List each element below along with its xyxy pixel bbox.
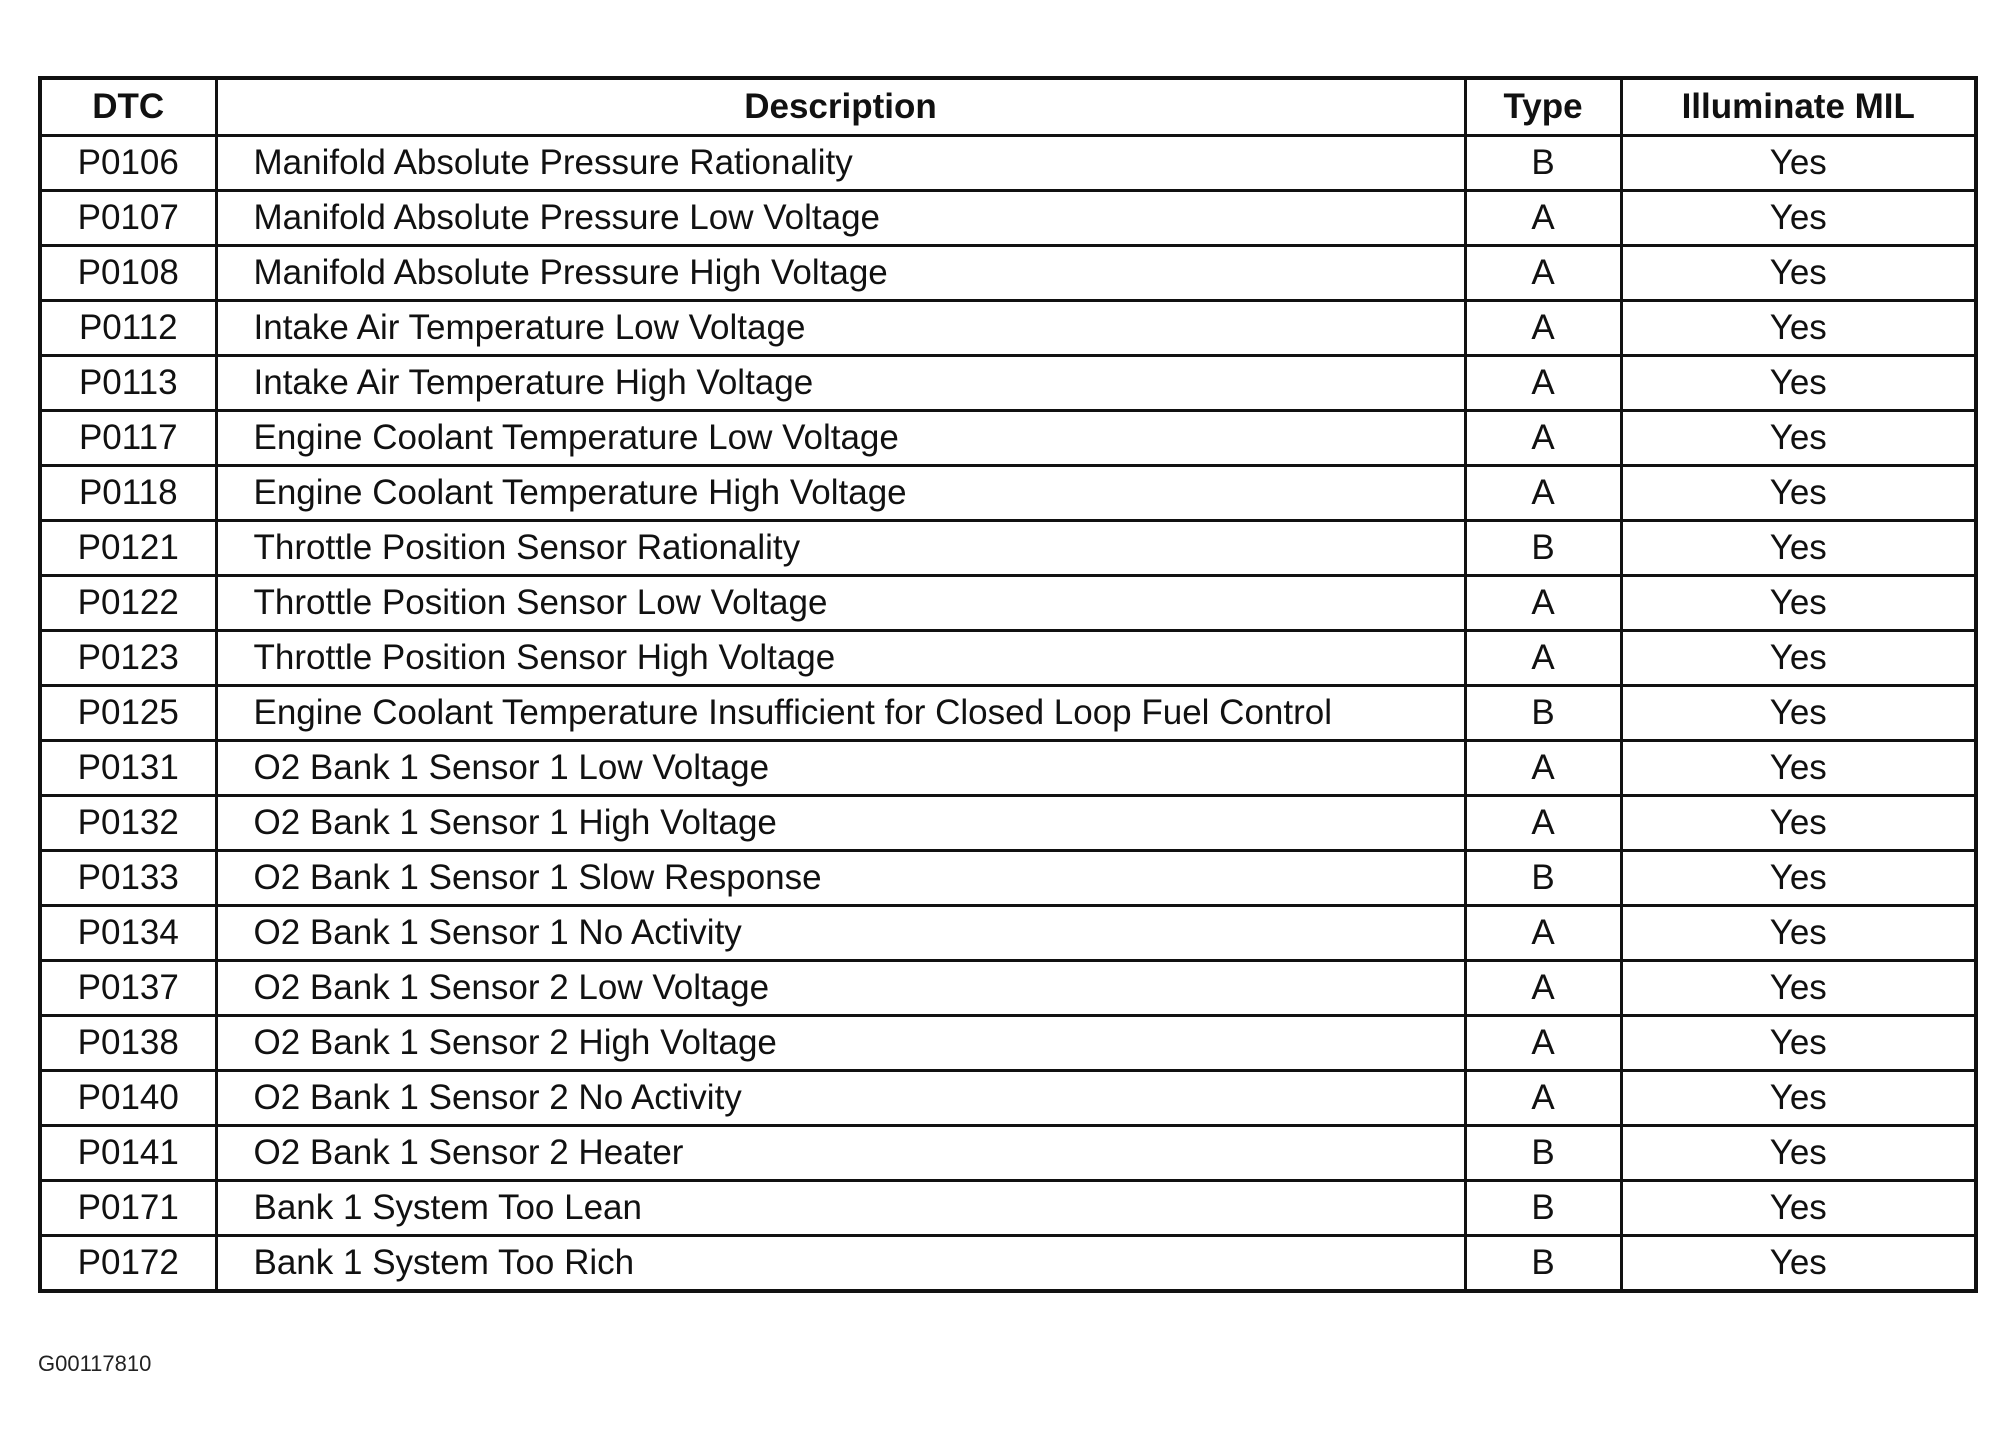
- cell-description: O2 Bank 1 Sensor 2 Low Voltage: [216, 961, 1465, 1016]
- cell-description: Engine Coolant Temperature Insufficient for Closed Loop Fuel Control: [216, 686, 1465, 741]
- cell-illuminate-mil: Yes: [1621, 1016, 1976, 1071]
- cell-illuminate-mil: Yes: [1621, 686, 1976, 741]
- cell-illuminate-mil: Yes: [1621, 191, 1976, 246]
- cell-description: Bank 1 System Too Lean: [216, 1181, 1465, 1236]
- cell-dtc: P0121: [40, 521, 216, 576]
- cell-description: Manifold Absolute Pressure Low Voltage: [216, 191, 1465, 246]
- table-row: [40, 851, 1976, 906]
- cell-illuminate-mil: Yes: [1621, 246, 1976, 301]
- cell-illuminate-mil: Yes: [1621, 466, 1976, 521]
- header-row: [40, 78, 1976, 136]
- cell-illuminate-mil: Yes: [1621, 1071, 1976, 1126]
- cell-type: A: [1465, 576, 1621, 631]
- cell-type: A: [1465, 961, 1621, 1016]
- figure-id: G00117810: [38, 1351, 152, 1376]
- table-row: [40, 136, 1976, 191]
- cell-illuminate-mil: Yes: [1621, 576, 1976, 631]
- table-row: [40, 1181, 1976, 1236]
- table-row: [40, 576, 1976, 631]
- cell-illuminate-mil: Yes: [1621, 411, 1976, 466]
- cell-dtc: P0132: [40, 796, 216, 851]
- cell-type: A: [1465, 411, 1621, 466]
- cell-description: Engine Coolant Temperature Low Voltage: [216, 411, 1465, 466]
- table-row: [40, 1126, 1976, 1181]
- cell-illuminate-mil: Yes: [1621, 741, 1976, 796]
- cell-type: A: [1465, 631, 1621, 686]
- table-row: [40, 246, 1976, 301]
- cell-illuminate-mil: Yes: [1621, 961, 1976, 1016]
- cell-type: A: [1465, 356, 1621, 411]
- cell-type: A: [1465, 796, 1621, 851]
- cell-description: O2 Bank 1 Sensor 1 Slow Response: [216, 851, 1465, 906]
- table-row: [40, 466, 1976, 521]
- cell-dtc: P0122: [40, 576, 216, 631]
- cell-illuminate-mil: Yes: [1621, 301, 1976, 356]
- cell-illuminate-mil: Yes: [1621, 356, 1976, 411]
- cell-illuminate-mil: Yes: [1621, 1181, 1976, 1236]
- cell-type: B: [1465, 1126, 1621, 1181]
- cell-dtc: P0123: [40, 631, 216, 686]
- table-row: [40, 191, 1976, 246]
- cell-illuminate-mil: Yes: [1621, 906, 1976, 961]
- cell-type: A: [1465, 1071, 1621, 1126]
- cell-type: A: [1465, 1016, 1621, 1071]
- table-row: [40, 961, 1976, 1016]
- cell-description: O2 Bank 1 Sensor 1 High Voltage: [216, 796, 1465, 851]
- cell-dtc: P0118: [40, 466, 216, 521]
- table-row: [40, 631, 1976, 686]
- cell-type: A: [1465, 191, 1621, 246]
- cell-description: Bank 1 System Too Rich: [216, 1236, 1465, 1292]
- cell-dtc: P0125: [40, 686, 216, 741]
- table-row: [40, 301, 1976, 356]
- cell-dtc: P0138: [40, 1016, 216, 1071]
- cell-description: Manifold Absolute Pressure High Voltage: [216, 246, 1465, 301]
- cell-illuminate-mil: Yes: [1621, 631, 1976, 686]
- cell-description: O2 Bank 1 Sensor 2 Heater: [216, 1126, 1465, 1181]
- cell-illuminate-mil: Yes: [1621, 136, 1976, 191]
- cell-description: Throttle Position Sensor High Voltage: [216, 631, 1465, 686]
- cell-description: O2 Bank 1 Sensor 1 Low Voltage: [216, 741, 1465, 796]
- cell-dtc: P0141: [40, 1126, 216, 1181]
- cell-type: A: [1465, 301, 1621, 356]
- header-description: Description: [216, 78, 1465, 136]
- cell-description: Intake Air Temperature High Voltage: [216, 356, 1465, 411]
- dtc-table: [38, 76, 1978, 1293]
- cell-type: A: [1465, 246, 1621, 301]
- cell-type: A: [1465, 906, 1621, 961]
- table-row: [40, 686, 1976, 741]
- cell-dtc: P0172: [40, 1236, 216, 1292]
- table-row: [40, 521, 1976, 576]
- cell-illuminate-mil: Yes: [1621, 521, 1976, 576]
- cell-description: Engine Coolant Temperature High Voltage: [216, 466, 1465, 521]
- cell-description: Throttle Position Sensor Rationality: [216, 521, 1465, 576]
- cell-type: A: [1465, 741, 1621, 796]
- cell-dtc: P0134: [40, 906, 216, 961]
- header-illuminate-mil: Illuminate MIL: [1621, 78, 1976, 136]
- cell-dtc: P0113: [40, 356, 216, 411]
- cell-type: B: [1465, 1181, 1621, 1236]
- table-row: [40, 1236, 1976, 1292]
- cell-dtc: P0108: [40, 246, 216, 301]
- cell-dtc: P0117: [40, 411, 216, 466]
- cell-dtc: P0137: [40, 961, 216, 1016]
- cell-description: Throttle Position Sensor Low Voltage: [216, 576, 1465, 631]
- cell-type: B: [1465, 686, 1621, 741]
- header-type: Type: [1465, 78, 1621, 136]
- cell-description: Intake Air Temperature Low Voltage: [216, 301, 1465, 356]
- cell-description: O2 Bank 1 Sensor 2 High Voltage: [216, 1016, 1465, 1071]
- cell-type: A: [1465, 466, 1621, 521]
- cell-dtc: P0133: [40, 851, 216, 906]
- table-row: [40, 1016, 1976, 1071]
- table-row: [40, 741, 1976, 796]
- cell-dtc: P0140: [40, 1071, 216, 1126]
- table-body: [40, 136, 1976, 1292]
- table-row: [40, 1071, 1976, 1126]
- cell-dtc: P0171: [40, 1181, 216, 1236]
- cell-description: O2 Bank 1 Sensor 2 No Activity: [216, 1071, 1465, 1126]
- cell-description: Manifold Absolute Pressure Rationality: [216, 136, 1465, 191]
- table-row: [40, 356, 1976, 411]
- cell-type: B: [1465, 136, 1621, 191]
- cell-type: B: [1465, 521, 1621, 576]
- cell-illuminate-mil: Yes: [1621, 851, 1976, 906]
- cell-illuminate-mil: Yes: [1621, 1126, 1976, 1181]
- cell-illuminate-mil: Yes: [1621, 796, 1976, 851]
- cell-type: B: [1465, 1236, 1621, 1292]
- table-row: [40, 796, 1976, 851]
- cell-dtc: P0131: [40, 741, 216, 796]
- header-dtc: DTC: [40, 78, 216, 136]
- cell-illuminate-mil: Yes: [1621, 1236, 1976, 1292]
- cell-dtc: P0106: [40, 136, 216, 191]
- cell-description: O2 Bank 1 Sensor 1 No Activity: [216, 906, 1465, 961]
- cell-dtc: P0107: [40, 191, 216, 246]
- cell-type: B: [1465, 851, 1621, 906]
- table-row: [40, 411, 1976, 466]
- table-row: [40, 906, 1976, 961]
- table-header: [40, 78, 1976, 136]
- cell-dtc: P0112: [40, 301, 216, 356]
